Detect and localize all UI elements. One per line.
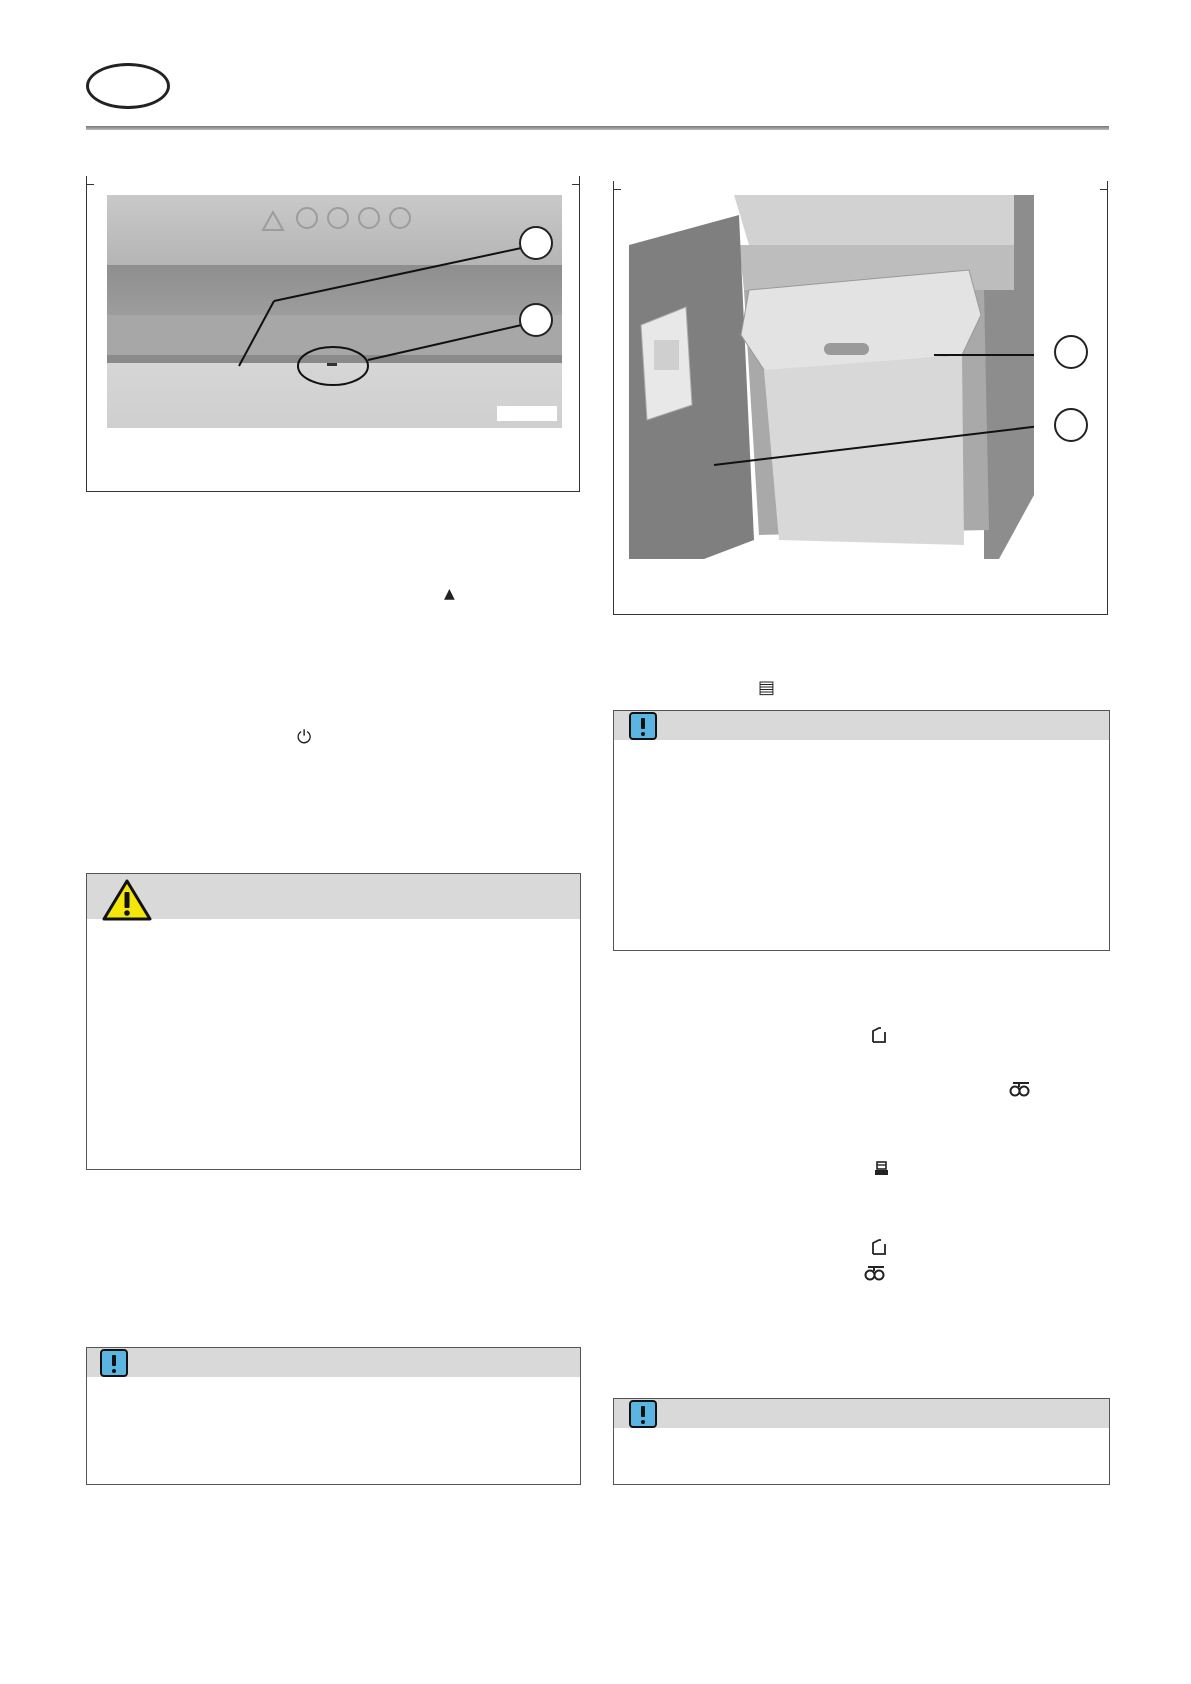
notice-box-left-bottom (86, 1347, 581, 1485)
figure-frame-left (86, 184, 580, 492)
callout-2 (519, 303, 553, 337)
bag-icon-2 (864, 1265, 886, 1281)
notice-box-header (614, 1399, 1109, 1428)
door-open-icon-2 (872, 1239, 887, 1255)
shredder-feed-illustration (107, 195, 562, 428)
header-rule (86, 126, 1109, 130)
callout-1-right (1054, 335, 1088, 369)
shredder-bin-photo (629, 195, 1034, 559)
power-icon: ⏻ (297, 727, 312, 748)
notice-box-header (614, 711, 1109, 740)
sticker-label (497, 406, 557, 421)
callout-1 (519, 226, 553, 260)
bin-full-icon: ▤ (758, 677, 776, 698)
notice-box-right-top (613, 710, 1110, 951)
notice-icon (629, 712, 657, 740)
figure-frame-right (613, 189, 1108, 615)
bin-full-icon-2 (874, 1160, 889, 1176)
shredder-feed-photo (107, 195, 562, 428)
callout-2-right (1054, 408, 1088, 442)
notice-box-header (87, 1348, 580, 1377)
up-arrow-icon: ▲ (444, 586, 455, 602)
notice-icon (100, 1349, 128, 1377)
warning-triangle-icon (101, 878, 153, 922)
language-badge (86, 63, 170, 109)
notice-box-right-bottom (613, 1398, 1110, 1485)
door-open-icon (872, 1027, 887, 1043)
warning-box-header (87, 874, 580, 919)
notice-icon (629, 1400, 657, 1428)
bag-icon (1009, 1081, 1031, 1097)
warning-box (86, 873, 581, 1170)
shredder-bin-illustration (629, 195, 1034, 559)
